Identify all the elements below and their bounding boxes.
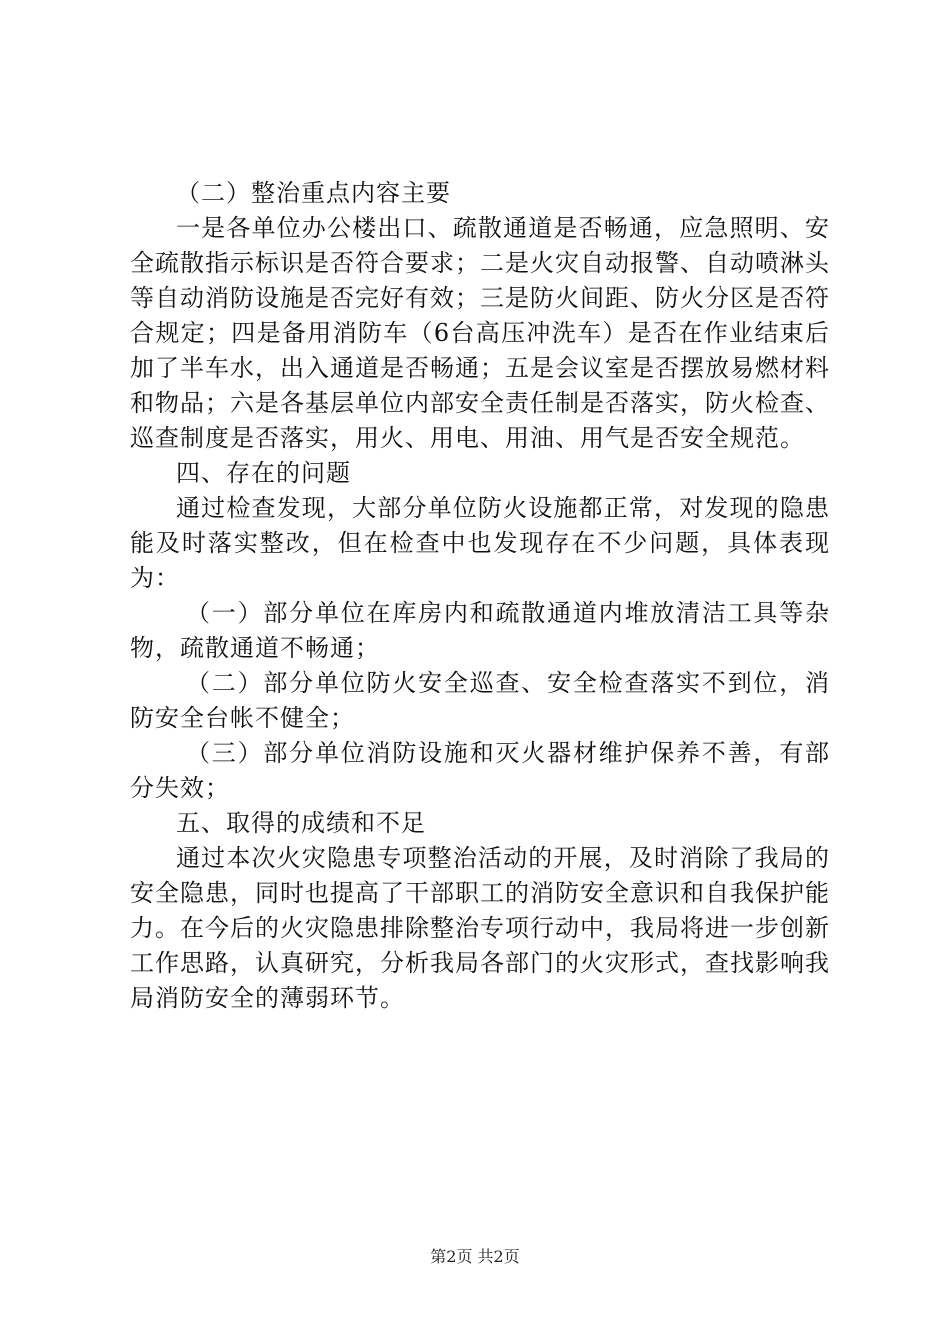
page-number-footer: 第2页 共2页: [430, 1247, 520, 1266]
problem-item-2: （二）部分单位防火安全巡查、安全检查落实不到位，消防安全台帐不健全；: [130, 669, 830, 732]
section-heading-rectification-focus: （二）整治重点内容主要: [176, 179, 451, 207]
paragraph-achievements: 通过本次火灾隐患专项整治活动的开展，及时消除了我局的安全隐患，同时也提高了干部职工的消防安全意识和自我保护能力。在今后的火灾隐患排除整治专项行动中，我局将进一步创新工作思路，认真研究，分析我局各部门的火灾形式，查找影响我局消防安全的薄弱环节。: [130, 844, 830, 1012]
paragraph-inspection-findings: 通过检查发现，大部分单位防火设施都正常，对发现的隐患能及时落实整改，但在检查中也发现存在不少问题，具体表现为：: [130, 494, 830, 592]
section-heading-existing-problems: 四、存在的问题: [176, 459, 351, 487]
paragraph-rectification-items: 一是各单位办公楼出口、疏散通道是否畅通，应急照明、安全疏散指示标识是否符合要求；二是火灾自动报警、自动喷淋头等自动消防设施是否完好有效；三是防火间距、防火分区是否符合规定；四是备用消防车（6台高压冲洗车）是否在作业结束后加了半车水，出入通道是否畅通；五是会议室是否摆放易燃材料和物品；六是各基层单位内部安全责任制是否落实，防火检查、巡查制度是否落实，用火、用电、用油、用气是否安全规范。: [130, 214, 830, 452]
section-heading-achievements: 五、取得的成绩和不足: [176, 809, 426, 837]
document-body: [130, 176, 830, 1016]
problem-item-3: （三）部分单位消防设施和灭火器材维护保养不善，有部分失效；: [130, 739, 830, 802]
problem-item-1: （一）部分单位在库房内和疏散通道内堆放清洁工具等杂物，疏散通道不畅通；: [130, 599, 830, 662]
